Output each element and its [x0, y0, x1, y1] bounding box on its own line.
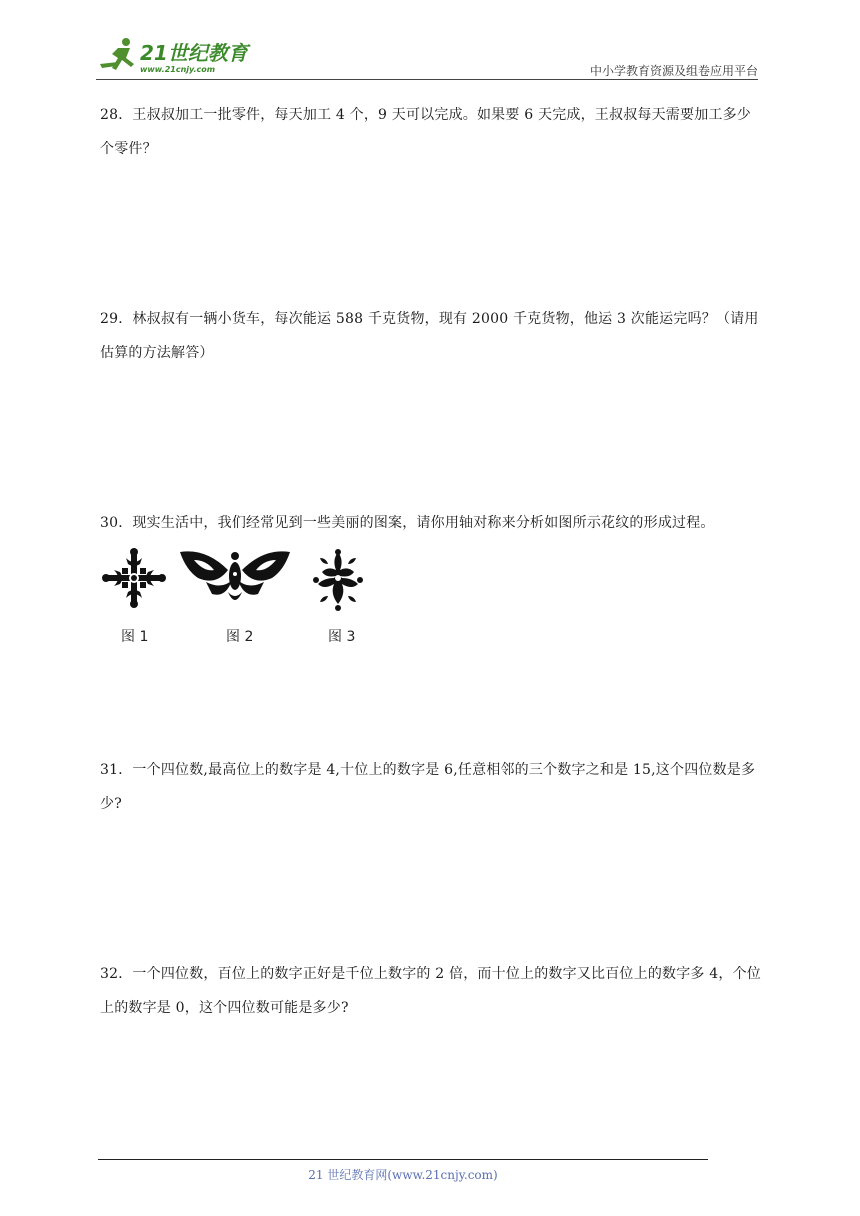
- question-number: 28．: [100, 107, 133, 123]
- question-number: 30．: [100, 515, 133, 531]
- footer-link[interactable]: 21 世纪教育网(www.21cnjy.com): [308, 1168, 498, 1182]
- question-31: [100, 753, 762, 821]
- logo-url: www.21cnjy.com: [140, 65, 216, 74]
- pattern-figure-2: [176, 546, 294, 612]
- figure-1-label: 图 1: [121, 629, 149, 645]
- question-number: 29．: [100, 311, 133, 327]
- question-28: [100, 98, 762, 166]
- question-text: 一个四位数，百位上的数字正好是千位上数字的 2 倍，而十位上的数字又比百位上的数字多 4，个位上的数字是 0，这个四位数可能是多少?: [100, 966, 761, 1016]
- platform-name: 中小学教育资源及组卷应用平台: [589, 64, 758, 78]
- figure-3-label: 图 3: [328, 629, 356, 645]
- header-divider: [96, 79, 758, 80]
- question-text: 一个四位数,最高位上的数字是 4,十位上的数字是 6,任意相邻的三个数字之和是 15,这个四位数是多少?: [100, 762, 756, 812]
- pattern-figure-3: [312, 548, 364, 612]
- figure-2-label: 图 2: [226, 629, 254, 645]
- question-number: 32．: [100, 966, 133, 982]
- question-32: [100, 957, 762, 1025]
- logo-text: 21世纪教育: [140, 41, 248, 65]
- question-number: 31．: [100, 762, 133, 778]
- footer-divider: [98, 1159, 708, 1160]
- site-logo: [96, 34, 266, 80]
- question-text: 王叔叔加工一批零件，每天加工 4 个，9 天可以完成。如果要 6 天完成，王叔叔每天需要加工多少个零件？: [100, 107, 751, 157]
- pattern-figure-1: [100, 546, 168, 610]
- question-29: [100, 302, 762, 370]
- question-text: 现实生活中，我们经常见到一些美丽的图案，请你用轴对称来分析如图所示花纹的形成过程。: [132, 515, 715, 531]
- question-text: 林叔叔有一辆小货车，每次能运 588 千克货物，现有 2000 千克货物，他运 3 次能运完吗？（请用估算的方法解答）: [100, 311, 759, 361]
- question-30: [100, 506, 762, 540]
